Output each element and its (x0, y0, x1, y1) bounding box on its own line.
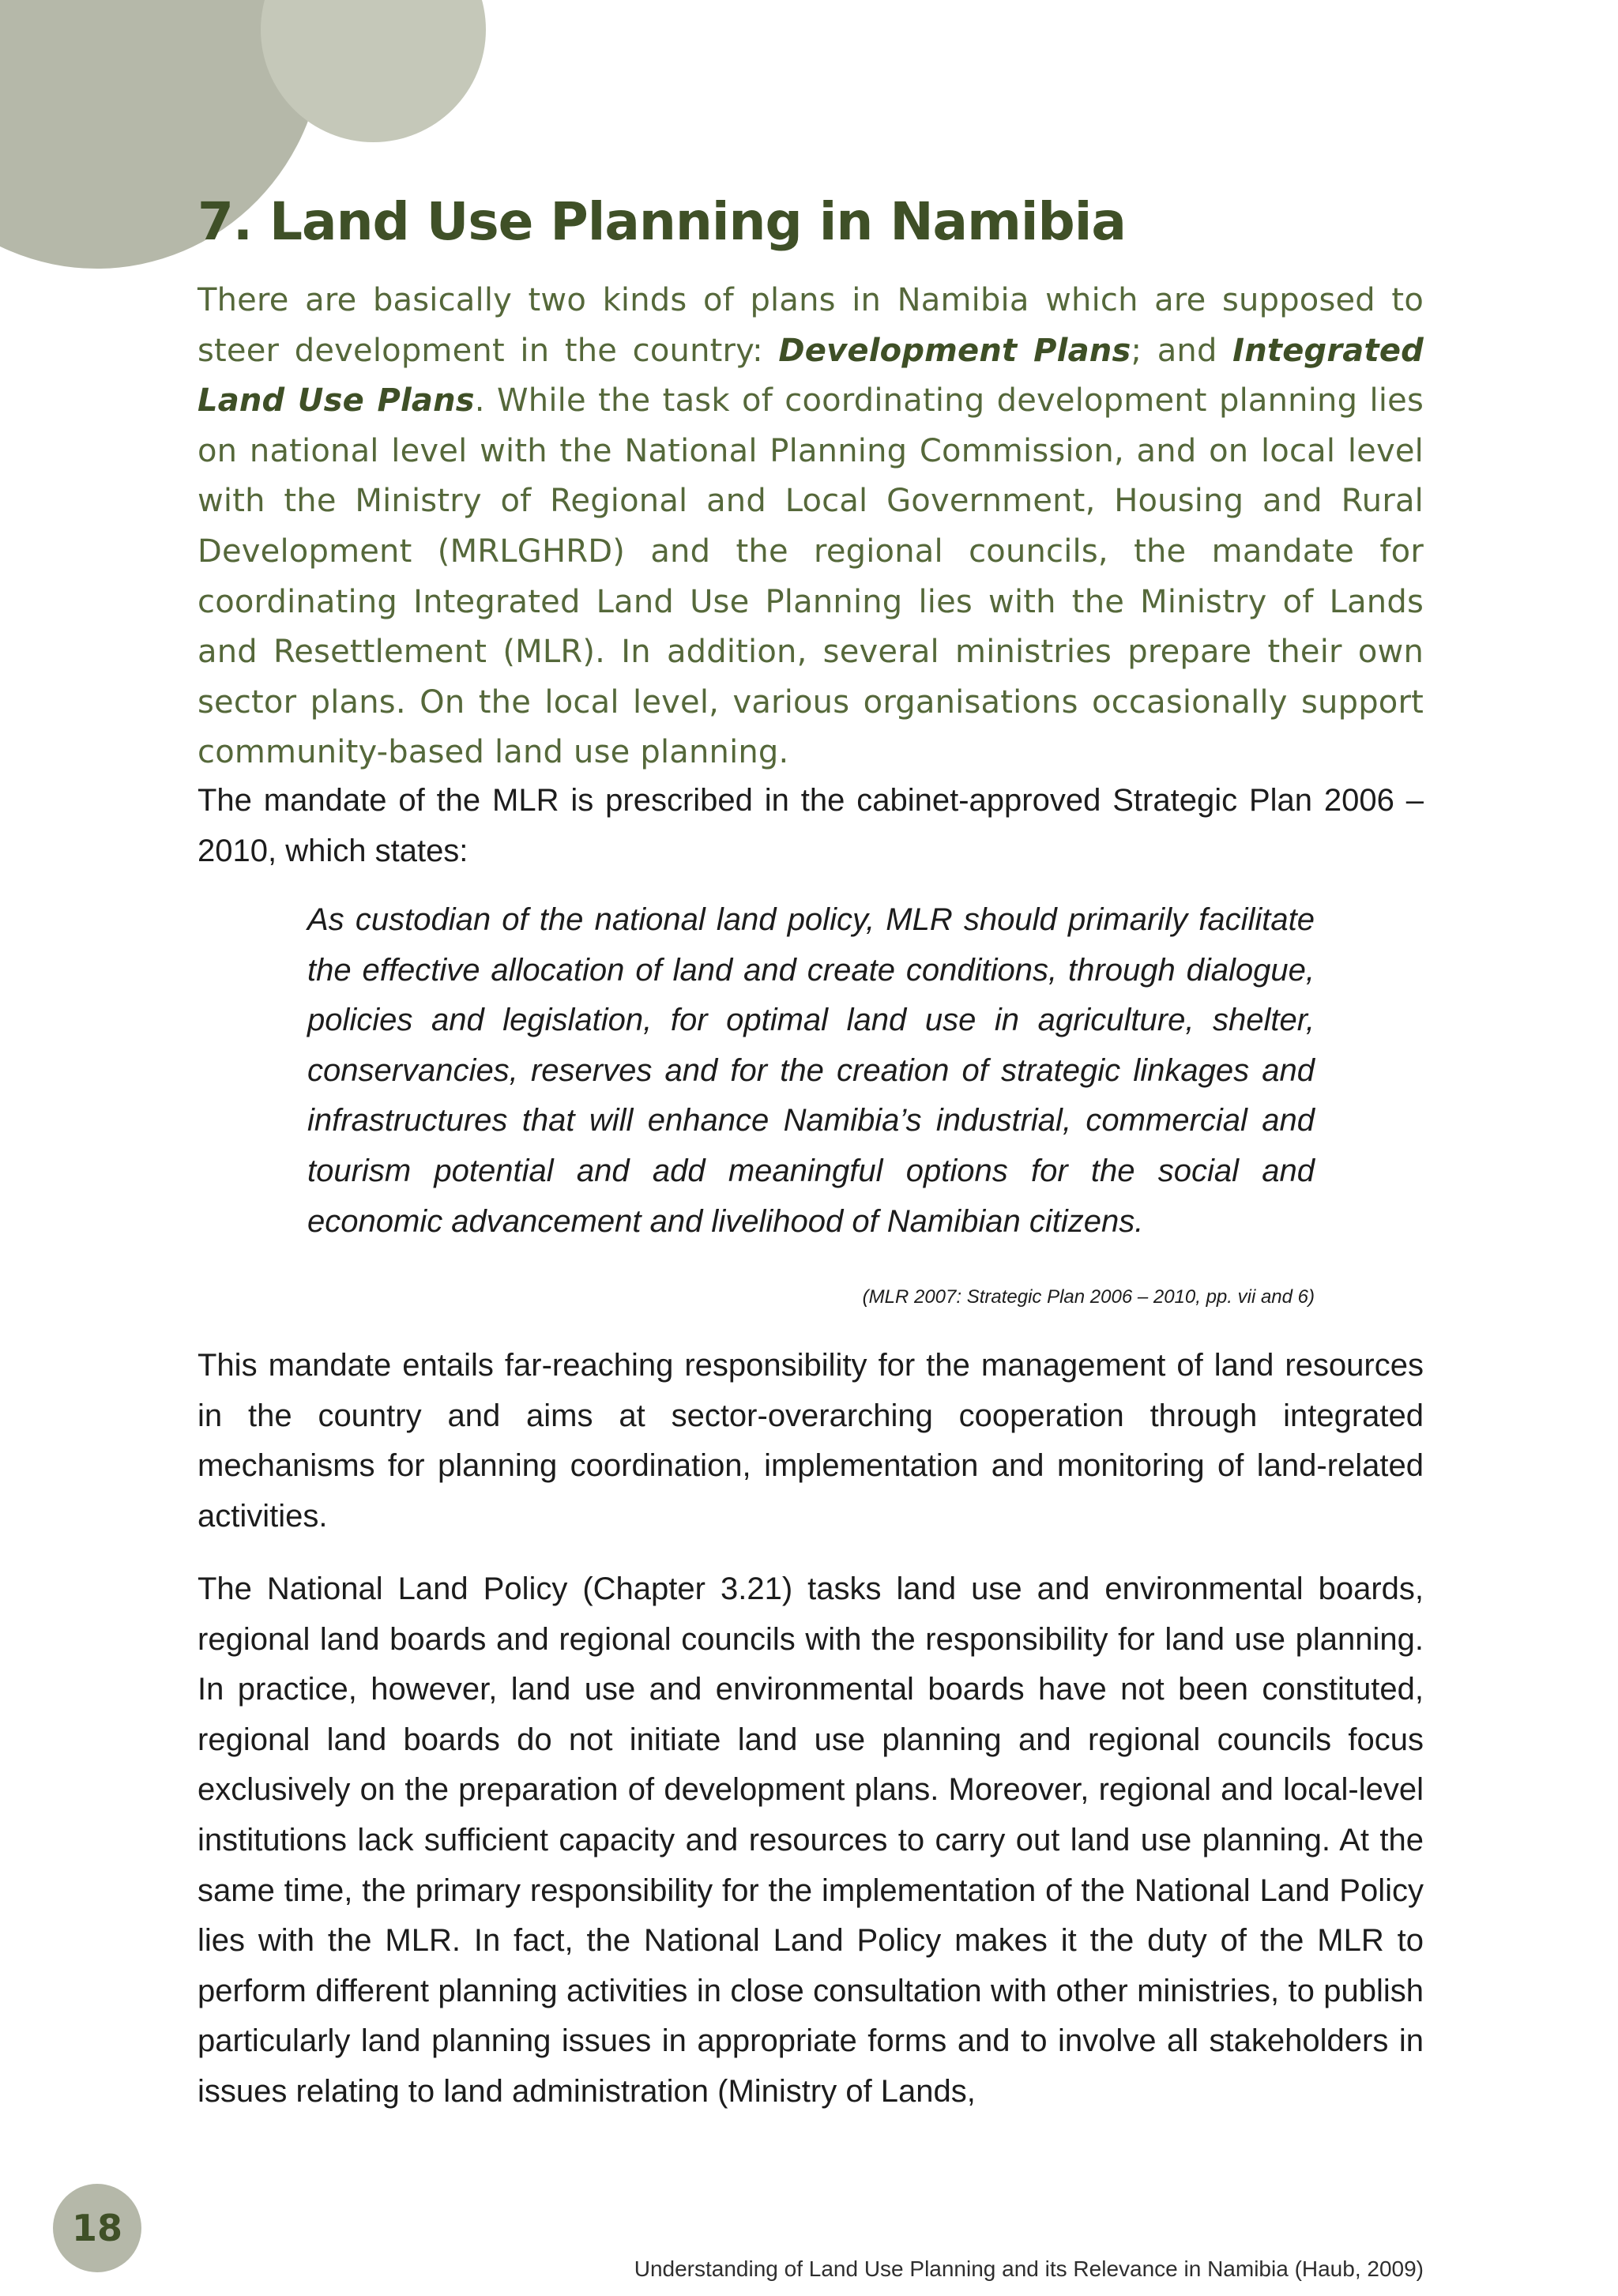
block-quote: As custodian of the national land policy, MLR should primarily facilitate the effective allocation of land and create conditions, through dialogue, policies and legislation, for optimal land use in agriculture, shelter, conservancies, reserves and for the creation of strategic linkages and infrastructures that will enhance Namibia’s industrial, commercial and tourism potential and add meaningful options for the social and economic advancement and livelihood of Namibian citizens. (307, 902, 1315, 1239)
intro-text-2: ; and (1131, 332, 1233, 369)
page-number: 18 (53, 2184, 141, 2272)
quote-citation: (MLR 2007: Strategic Plan 2006 – 2010, pp. vii and 6) (862, 1286, 1315, 1308)
running-footer: Understanding of Land Use Planning and its Relevance in Namibia (Haub, 2009) (634, 2256, 1424, 2281)
page-title: 7. Land Use Planning in Namibia (198, 191, 1126, 252)
intro-paragraph (198, 276, 1424, 778)
intro-text-1: There are basically two kinds of plans in Namibia which are supposed to steer development in the country: (198, 282, 1424, 369)
term-integrated-land-use-plans: Integrated Land Use Plans (198, 332, 1424, 420)
mandate-paragraph: The mandate of the MLR is prescribed in the cabinet-approved Strategic Plan 2006 – 2010, which states: (198, 783, 1424, 868)
land-policy-paragraph: The National Land Policy (Chapter 3.21) tasks land use and environmental boards, regional land boards and regional councils with the responsibility for land use planning. In practice, however, land use and environmental boards have not been constituted, regional land boards do not initiate land use planning and regional councils focus exclusively on the preparation of development plans. Moreover, regional and local-level institutions lack sufficient capacity and resources to carry out land use planning. At the same time, the primary responsibility for the implementation of the National Land Policy lies with the MLR. In fact, the National Land Policy makes it the duty of the MLR to perform different planning activities in close consultation with other ministries, to publish particularly land planning issues in appropriate forms and to involve all stakeholders in issues relating to land administration (Ministry of Lands, (198, 1571, 1424, 2109)
intro-text-3: . While the task of coordinating development planning lies on national level with the National Planning Commission, and on local level with the Ministry of Regional and Local Government, Housing and Rural Development (MRLGHRD) and the regional councils, the mandate for coordinating Integrated Land Use Planning lies with the Ministry of Lands and Resettlement (MLR). In addition, several ministries prepare their own sector plans. On the local level, various organisations occasionally support community-based land use planning. (198, 382, 1424, 771)
responsibility-paragraph: This mandate entails far-reaching responsibility for the management of land resources in the country and aims at sector-overarching cooperation through integrated mechanisms for planning coordination, implementation and monitoring of land-related activities. (198, 1348, 1424, 1534)
term-development-plans: Development Plans (778, 332, 1131, 369)
